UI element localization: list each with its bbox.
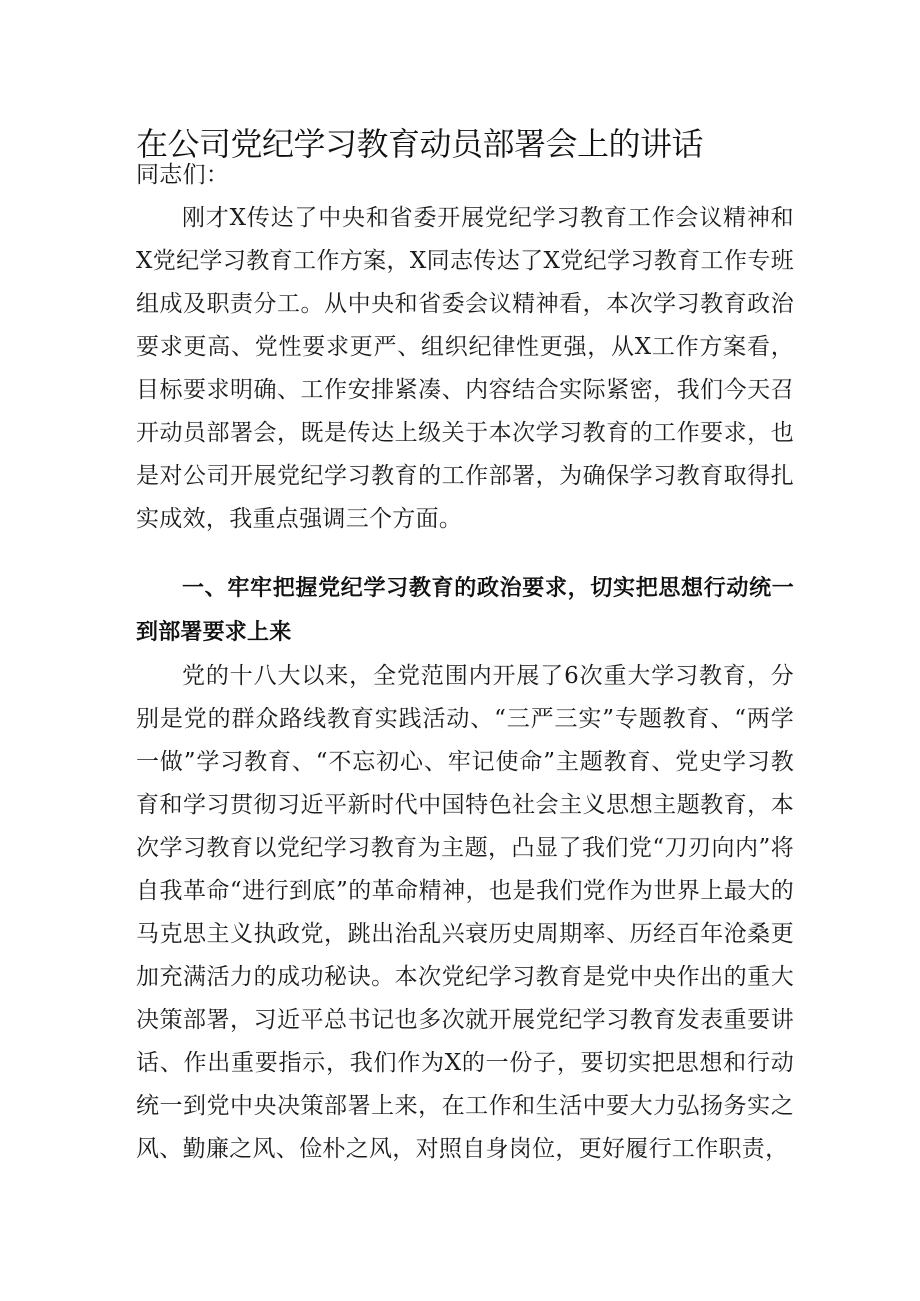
paragraph-section-1: 党的十八大以来，全党范围内开展了6次重大学习教育，分别是党的群众路线教育实践活动、“三严三实”专题教育、“两学一做”学习教育、“不忘初心、牢记使命”主题教育、党史学习教育和学习贯彻习近平新时代中国特色社会主义思想主题教育，本次学习教育以党纪学习教育为主题，凸显了我们党“刀刃向内”将自我革命“进行到底”的革命精神，也是我们党作为世界上最大的马克思主义执政党，跳出治乱兴衰历史周期率、历经百年沧桑更加充满活力的成功秘诀。本次党纪学习教育是党中央作出的重大决策部署，习近平总书记也多次就开展党纪学习教育发表重要讲话、作出重要指示，我们作为X的一份子，要切实把思想和行动统一到党中央决策部署上来，在工作和生活中要大力弘扬务实之风、勤廉之风、俭朴之风，对照自身岗位，更好履行工作职责，	[136, 663, 794, 1162]
document-title: 在公司党纪学习教育动员部署会上的讲话	[136, 125, 704, 163]
section-heading-1: 一、牢牢把握党纪学习教育的政治要求，切实把思想行动统一到部署要求上来	[136, 576, 794, 645]
paragraph-intro: 刚才X传达了中央和省委开展党纪学习教育工作会议精神和X党纪学习教育工作方案，X同志传达了X党纪学习教育工作专班组成及职责分工。从中央和省委会议精神看，本次学习教育政治要求更高、党性要求更严、组织纪律性更强，从X工作方案看，目标要求明确、工作安排紧凑、内容结合实际紧密，我们今天召开动员部署会，既是传达上级关于本次学习教育的工作要求，也是对公司开展党纪学习教育的工作部署，为确保学习教育取得扎实成效，我重点强调三个方面。	[136, 205, 794, 532]
greeting: 同志们：	[136, 162, 230, 188]
